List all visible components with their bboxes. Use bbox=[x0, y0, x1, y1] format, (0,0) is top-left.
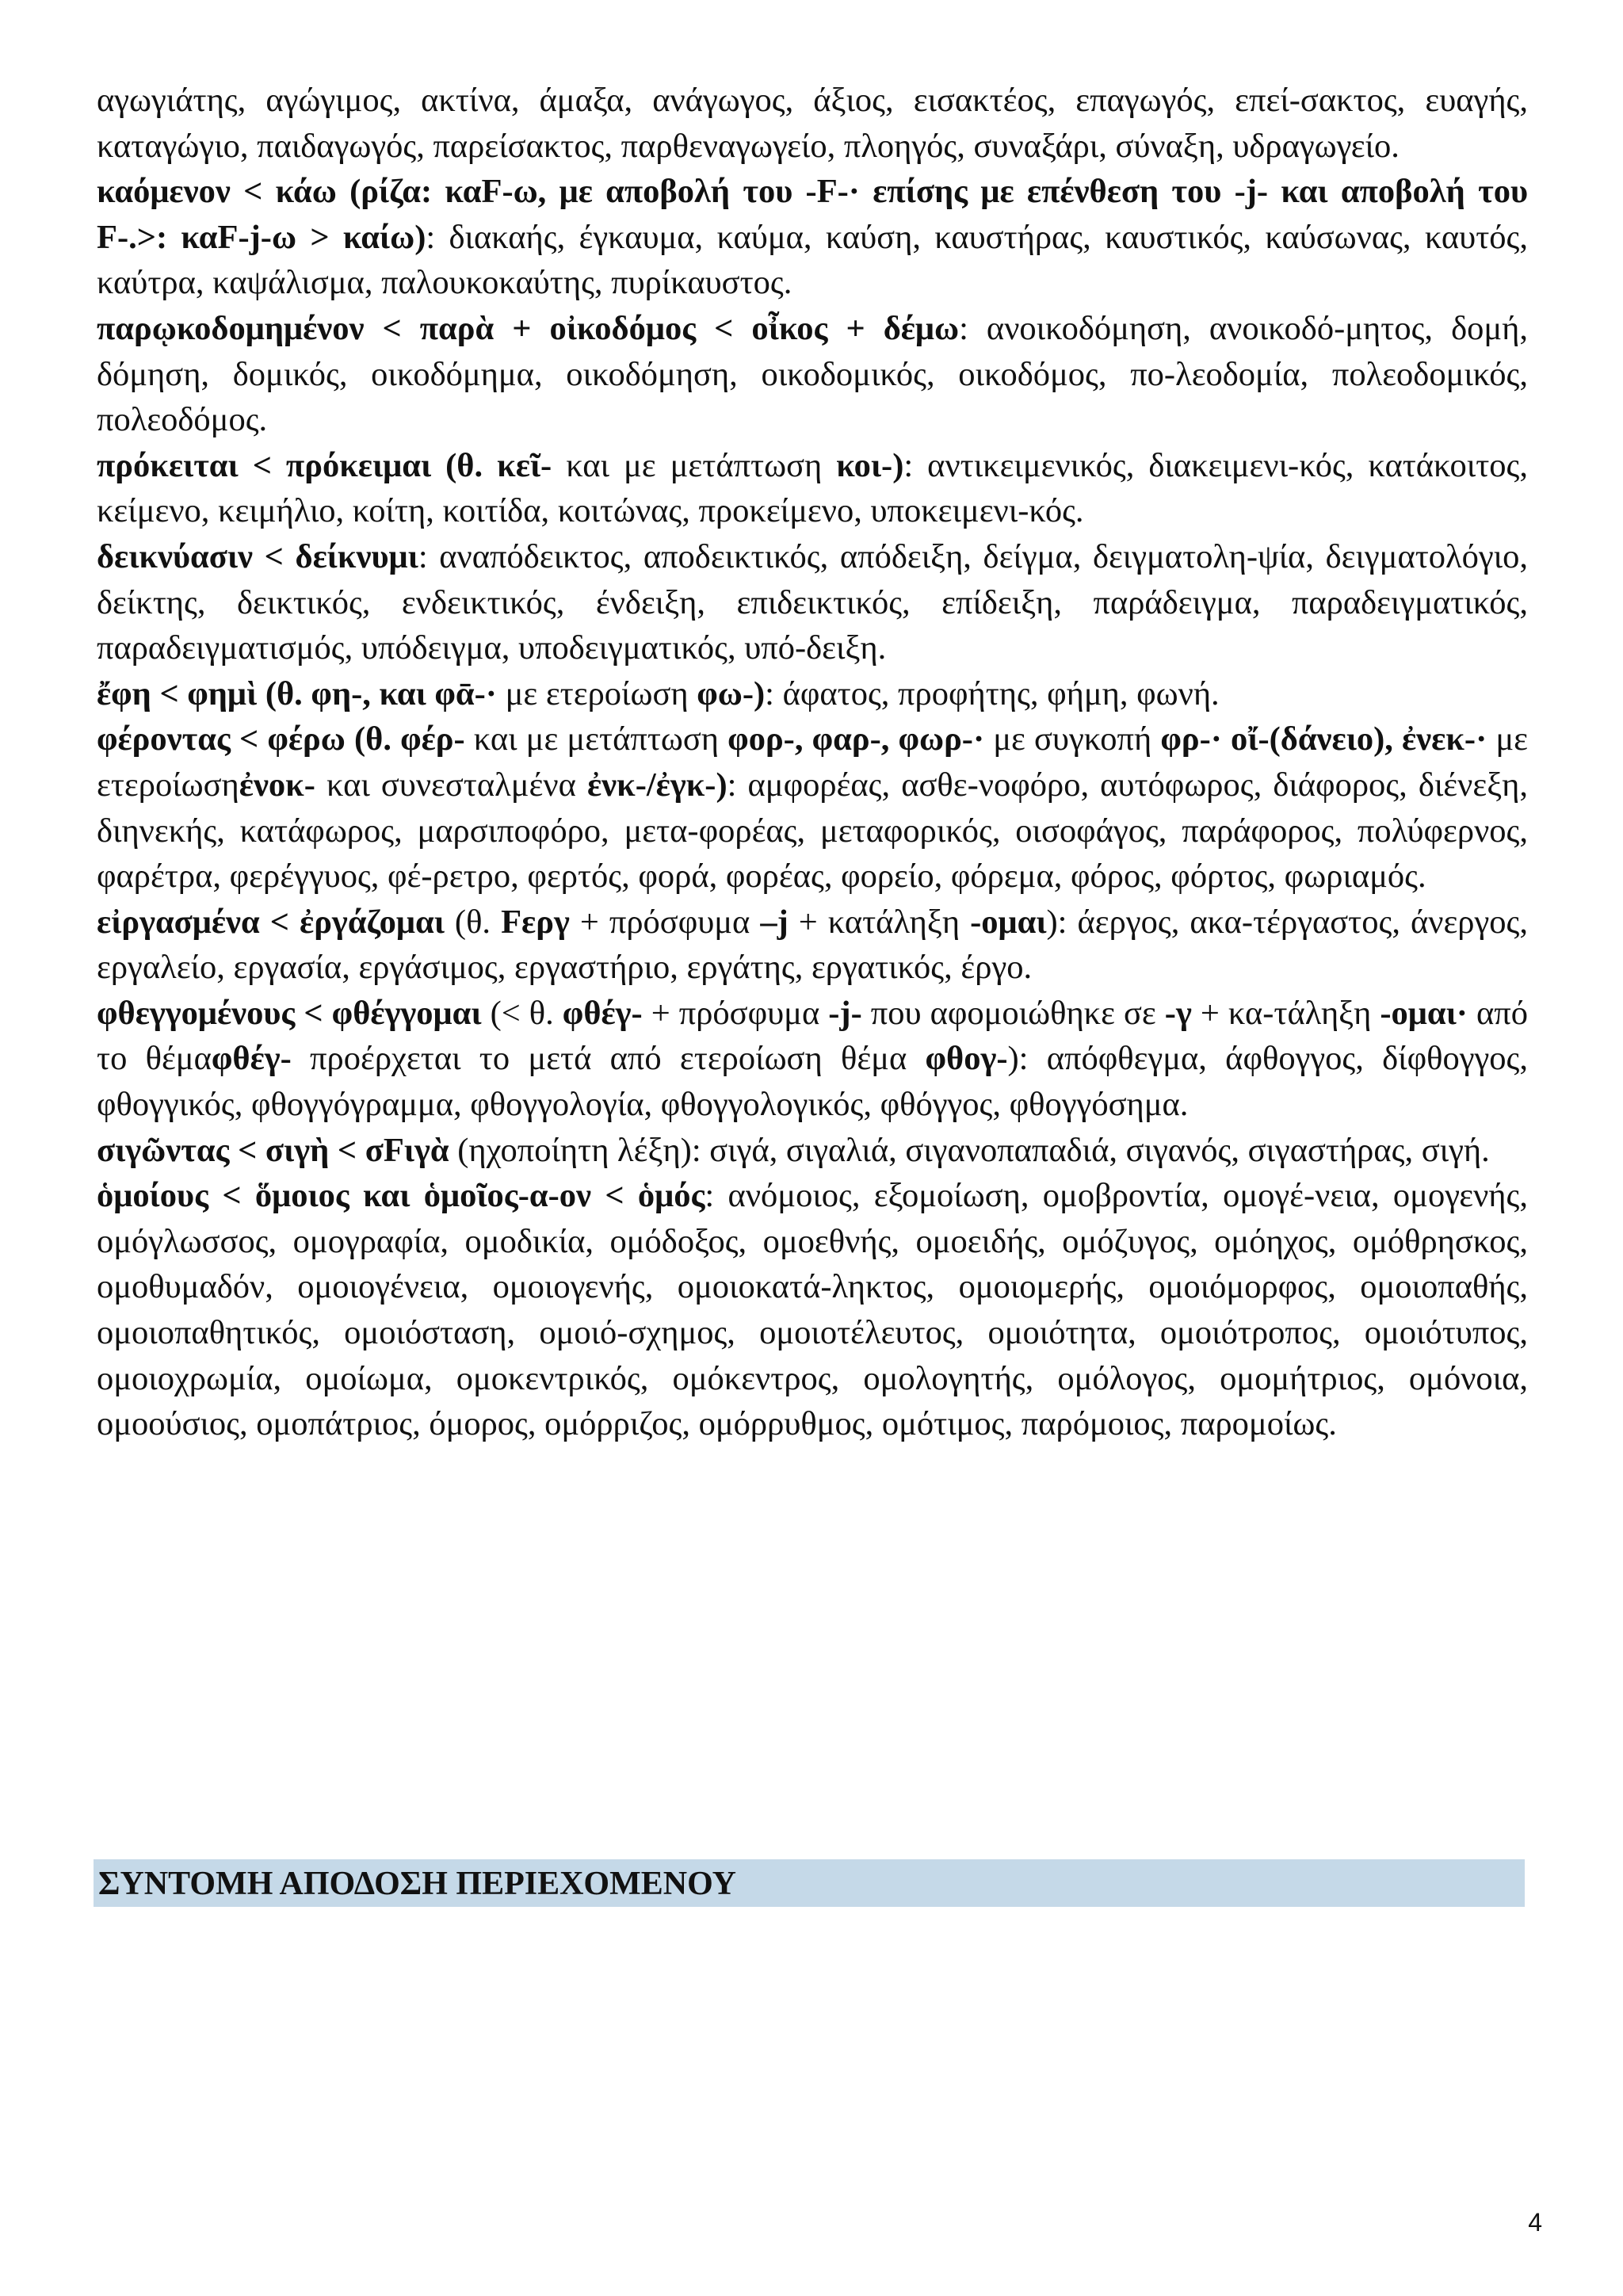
entry-text-segment: : ανοικοδόμηση, ανοικοδό-μητος, δομή, δόμηση, δομικός, οικοδόμημα, οικοδόμηση, οικοδομικός, οικοδόμος, πο-λεοδομία, πολεοδομικός, πολεοδόμος. bbox=[97, 309, 1528, 439]
entry-text-segment: + πρόσφυμα bbox=[642, 994, 829, 1032]
entry-text-segment: : αμφορέας, ασθε-νοφόρο, αυτόφωρος, διάφορος, διένεξη, διηνεκής, κατάφωρος, μαρσιποφόρο, μετα-φορέας, μεταφορικός, οισοφάγος, παράφορος, πολύφερνος, φαρέτρα, φερέγγυος, φέ-ρετρο, φερτός, φορά, φορέας, φορείο, φόρεμα, φόρος, φόρτος, φωριαμός. bbox=[97, 766, 1528, 896]
document-body bbox=[97, 78, 1528, 1447]
entry-headword-segment: φέροντας < φέρω (θ. φέρ- bbox=[97, 720, 465, 758]
entry-text-segment: + κα-τάληξη bbox=[1191, 994, 1381, 1032]
entry-ftheggomenous bbox=[97, 991, 1528, 1128]
entry-text-segment: : αντικειμενικός, διακειμενι-κός, κατάκοιτος, κείμενο, κειμήλιο, κοίτη, κοιτίδα, κοιτώνας, προκείμενο, υποκειμενι-κός. bbox=[97, 446, 1529, 530]
entry-headword-segment: ἔφη < φημὶ (θ. φη-, και φᾱ-· bbox=[97, 674, 497, 712]
entry-headword-segment: φω-) bbox=[697, 674, 766, 712]
entry-headword-segment: -ομαι bbox=[970, 903, 1047, 941]
entry-headword-segment: εἰργασμένα < ἐργάζομαι bbox=[97, 903, 445, 941]
entry-headword-segment: ὁμοίους < ὅμοιος και ὁμοῖος-α-ον < ὁμός bbox=[97, 1177, 705, 1215]
entry-headword-segment: φρ-· οἴ-(δάνειο), ἐνεκ-· bbox=[1160, 720, 1487, 758]
entry-text-segment: με ετεροίωση bbox=[97, 720, 1529, 804]
entry-headword-segment: κοι-) bbox=[836, 446, 904, 484]
entry-headword-segment: -j- bbox=[828, 994, 862, 1032]
entry-paroikodomemenon bbox=[97, 306, 1528, 443]
entry-deiknyasin bbox=[97, 534, 1528, 671]
entry-text-segment: ): απόφθεγμα, άφθογγος, δίφθογγος, φθογγικός, φθογγόγραμμα, φθογγολογία, φθογγολογικός, φθόγγος, φθογγόσημα. bbox=[97, 1040, 1528, 1124]
entry-prokeitai bbox=[97, 443, 1528, 534]
entry-headword-segment: Fεργ bbox=[501, 903, 570, 941]
entry-text-segment: (θ. bbox=[444, 903, 502, 941]
entry-text-segment: + πρόσφυμα bbox=[569, 903, 761, 941]
entry-text-segment: : άφατος, προφήτης, φήμη, φωνή. bbox=[765, 674, 1220, 712]
entry-text-segment: και με μετάπτωση bbox=[464, 720, 728, 758]
entry-headword-segment: φθογ- bbox=[925, 1040, 1008, 1078]
entry-derivatives-agogos bbox=[97, 78, 1528, 169]
entry-headword-segment: -ομαι· bbox=[1380, 994, 1468, 1032]
entry-efi bbox=[97, 671, 1528, 717]
entry-omoious bbox=[97, 1173, 1528, 1447]
entry-ferontas bbox=[97, 716, 1528, 899]
entry-eirgasmena bbox=[97, 900, 1528, 991]
page-number: 4 bbox=[1528, 2208, 1542, 2237]
entry-text-segment: από το θέμα bbox=[97, 994, 1529, 1078]
entry-text-segment: προέρχεται το μετά από ετεροίωση θέμα bbox=[291, 1040, 926, 1078]
entry-headword-segment: ἐνοκ- bbox=[239, 766, 315, 804]
entry-text-segment: + κατάληξη bbox=[788, 903, 971, 941]
entry-text-segment: και με μετάπτωση bbox=[552, 446, 837, 484]
entry-text-segment: και συνεσταλμένα bbox=[315, 766, 587, 804]
entry-sigontas bbox=[97, 1128, 1528, 1174]
entry-headword-segment: φθέγ- bbox=[211, 1040, 292, 1078]
entry-text-segment: αγωγιάτης, αγώγιμος, ακτίνα, άμαξα, ανάγωγος, άξιος, εισακτέος, επαγωγός, επεί-σακτος, ευαγής, καταγώγιο, παιδαγωγός, παρείσακτος, παρθεναγωγείο, πλοηγός, συναξάρι, σύναξη, υδραγωγείο. bbox=[97, 82, 1528, 165]
entry-text-segment: (ηχοποίητη λέξη): σιγά, σιγαλιά, σιγανοπαπαδιά, σιγανός, σιγαστήρας, σιγή. bbox=[449, 1131, 1490, 1169]
entry-headword-segment: παρῳκοδομημένον < παρὰ + οἰκοδόμος < οἶκος + δέμω bbox=[97, 309, 960, 347]
entry-headword-segment: –j bbox=[760, 903, 789, 941]
entry-kaomenon bbox=[97, 169, 1528, 306]
entry-text-segment: : ανόμοιος, εξομοίωση, ομοβροντία, ομογέ-νεια, ομογενής, ομόγλωσσος, ομογραφία, ομοδικία, ομόδοξος, ομοεθνής, ομοειδής, ομόζυγος, ομόηχος, ομόθρησκος, ομοθυμαδόν, ομοιογένεια, ομοιογενής, ομοιοκατά-ληκτος, ομοιομερής, ομοιόμορφος, ομοιοπαθής, ομοιοπαθητικός, ομοιόσταση, ομοιό-σχημος, ομοιοτέλευτος, ομοιότητα, ομοιότροπος, ομοιότυπος, ομοιοχρωμία, ομοίωμα, ομοκεντρικός, ομόκεντρος, ομολογητής, ομόλογος, ομομήτριος, ομόνοια, ομοούσιος, ομοπάτριος, όμορος, ομόρριζος, ομόρρυθμος, ομότιμος, παρόμοιος, παρομοίως. bbox=[97, 1177, 1528, 1443]
entry-text-segment: ): άεργος, ακα-τέργαστος, άνεργος, εργαλείο, εργασία, εργάσιμος, εργαστήριο, εργάτης, εργατικός, έργο. bbox=[97, 903, 1528, 987]
entry-text-segment: με ετεροίωση bbox=[496, 674, 697, 712]
entry-text-segment: που αφομοιώθηκε σε bbox=[861, 994, 1165, 1032]
entry-text-segment: με συγκοπή bbox=[984, 720, 1161, 758]
entry-headword-segment: φθεγγομένους < φθέγγομαι bbox=[97, 994, 482, 1032]
entry-text-segment: (< θ. bbox=[481, 994, 563, 1032]
entry-headword-segment: σιγῶντας < σιγὴ < σFιγὰ bbox=[97, 1131, 449, 1169]
entry-headword-segment: πρόκειται < πρόκειμαι (θ. κεῖ- bbox=[97, 446, 552, 484]
entry-headword-segment: καόμενον < κάω (ρίζα: καF-ω, με αποβολή του -F-· επίσης με επένθεση του -j- και αποβολή του F-.>: καF-j-ω > καίω) bbox=[97, 173, 1528, 256]
entry-text-segment: : διακαής, έγκαυμα, καύμα, καύση, καυστήρας, καυστικός, καύσωνας, καυτός, καύτρα, καψάλισμα, παλουκοκαύτης, πυρίκαυστος. bbox=[97, 218, 1529, 302]
entry-headword-segment: φθέγ- bbox=[562, 994, 643, 1032]
entry-headword-segment: ἐνκ-/ἐγκ-) bbox=[586, 766, 727, 804]
entry-headword-segment: -γ bbox=[1164, 994, 1192, 1032]
entry-headword-segment: φορ-, φαρ-, φωρ-· bbox=[727, 720, 985, 758]
entry-text-segment: : αναπόδεικτος, αποδεικτικός, απόδειξη, δείγμα, δειγματολη-ψία, δειγματολόγιο, δείκτης, δεικτικός, ενδεικτικός, ένδειξη, επιδεικτικός, επίδειξη, παράδειγμα, παραδειγματικός, παραδειγματισμός, υπόδειγμα, υποδειγματικός, υπό-δειξη. bbox=[97, 537, 1528, 667]
section-heading: ΣΥΝΤΟΜΗ ΑΠΟΔΟΣΗ ΠΕΡΙΕΧΟΜΕΝΟΥ bbox=[94, 1859, 1525, 1907]
entry-headword-segment: δεικνύασιν < δείκνυμι bbox=[97, 537, 418, 575]
